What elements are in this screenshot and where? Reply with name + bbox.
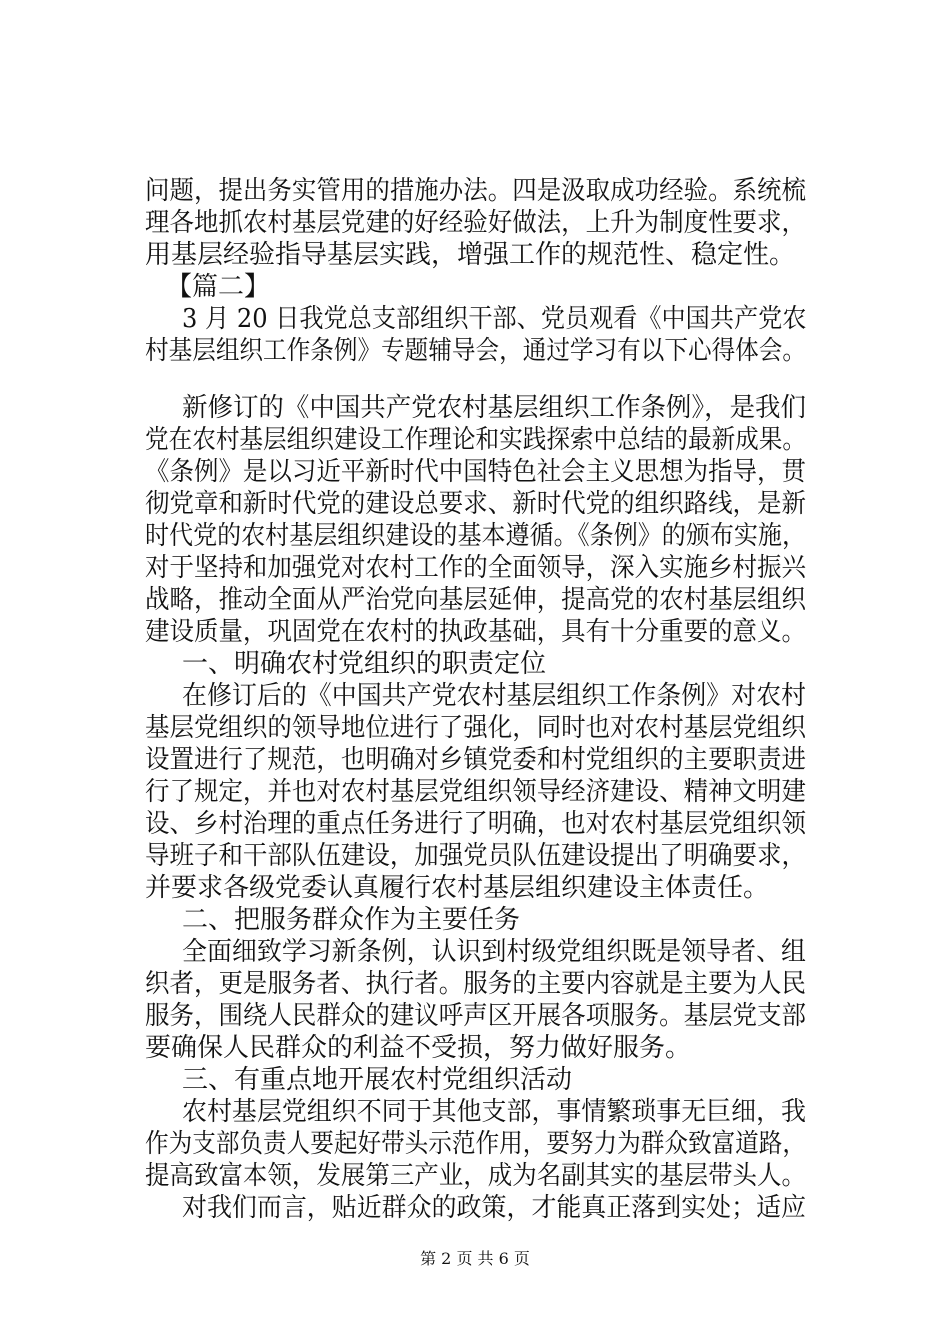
text-line: 对我们而言，贴近群众的政策，才能真正落到实处；适应	[182, 1193, 807, 1223]
text-line: 导班子和干部队伍建设，加强党员队伍建设提出了明确要求，	[145, 841, 807, 871]
text-line: 问题，提出务实管用的措施办法。四是汲取成功经验。系统梳	[145, 176, 807, 206]
text-line: 3 月 20 日我党总支部组织干部、党员观看《中国共产党农	[182, 304, 807, 334]
subheading: 三、有重点地开展农村党组织活动	[182, 1065, 573, 1095]
text-line: 《条例》是以习近平新时代中国特色社会主义思想为指导，贯	[145, 457, 807, 487]
text-line: 党在农村基层组织建设工作理论和实践探索中总结的最新成果。	[145, 425, 807, 455]
text-line: 作为支部负责人要起好带头示范作用，要努力为群众致富道路，	[145, 1129, 807, 1159]
text-line: 提高致富本领，发展第三产业，成为名副其实的基层带头人。	[145, 1161, 807, 1191]
text-line: 理各地抓农村基层党建的好经验好做法，上升为制度性要求，	[145, 208, 807, 238]
text-line: 在修订后的《中国共产党农村基层组织工作条例》对农村	[182, 681, 807, 711]
text-line: 全面细致学习新条例，认识到村级党组织既是领导者、组	[182, 937, 807, 967]
text-line: 对于坚持和加强党对农村工作的全面领导，深入实施乡村振兴	[145, 553, 807, 583]
text-line: 并要求各级党委认真履行农村基层组织建设主体责任。	[145, 873, 770, 903]
text-line: 新修订的《中国共产党农村基层组织工作条例》，是我们	[182, 393, 807, 423]
subheading: 一、明确农村党组织的职责定位	[182, 649, 547, 679]
subheading: 二、把服务群众作为主要任务	[182, 905, 521, 935]
text-line: 织者，更是服务者、执行者。服务的主要内容就是主要为人民	[145, 969, 807, 999]
text-line: 基层党组织的领导地位进行了强化，同时也对农村基层党组织	[145, 713, 807, 743]
text-line: 时代党的农村基层组织建设的基本遵循。《条例》的颁布实施，	[145, 521, 807, 551]
page-number-footer: 第 2 页 共 6 页	[420, 1249, 530, 1268]
text-line: 行了规定，并也对农村基层党组织领导经济建设、精神文明建	[145, 777, 807, 807]
text-line: 服务，围绕人民群众的建议呼声区开展各项服务。基层党支部	[145, 1001, 807, 1031]
text-line: 战略，推动全面从严治党向基层延伸，提高党的农村基层组织	[145, 585, 807, 615]
text-line: 彻党章和新时代党的建设总要求、新时代党的组织路线，是新	[145, 489, 807, 519]
text-line: 设置进行了规范，也明确对乡镇党委和村党组织的主要职责进	[145, 745, 807, 775]
text-line: 农村基层党组织不同于其他支部，事情繁琐事无巨细，我	[182, 1097, 807, 1127]
text-line: 用基层经验指导基层实践，增强工作的规范性、稳定性。	[145, 240, 796, 270]
text-line: 设、乡村治理的重点任务进行了明确，也对农村基层党组织领	[145, 809, 807, 839]
section-heading: 【篇二】	[166, 272, 271, 302]
text-line: 要确保人民群众的利益不受损，努力做好服务。	[145, 1033, 692, 1063]
text-line: 村基层组织工作条例》专题辅导会，通过学习有以下心得体会。	[145, 336, 807, 366]
text-line: 建设质量，巩固党在农村的执政基础，具有十分重要的意义。	[145, 617, 807, 647]
